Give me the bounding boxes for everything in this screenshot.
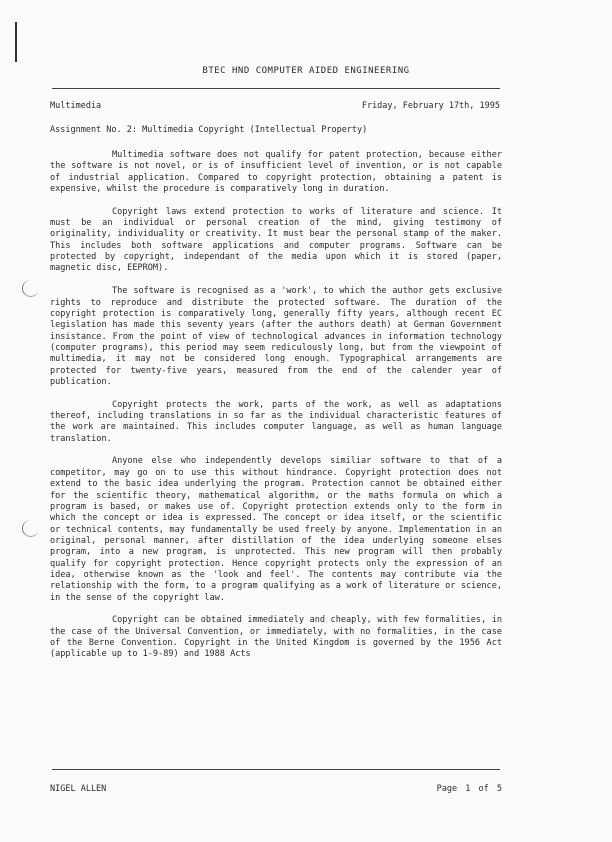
document-date: Friday, February 17th, 1995 <box>361 101 500 111</box>
paragraph: Copyright can be obtained immediately and cheaply, with few formalities, in the case of the Universal Convention, or immediately, with no formalities, in the case of the Berne Convention. Copyright in the United Kingdom is governed by the 1956 Act (applicable up to 1-9-89) and 1988 Acts <box>50 615 502 660</box>
paragraph: Copyright protects the work, parts of the work, as well as adaptations thereof, including translations in so far as the individual characteristic features of the work are maintained. This includes computer language, as well as human language translation. <box>50 399 502 444</box>
page-total: 5 <box>496 784 502 794</box>
page-of-label: of <box>478 784 489 794</box>
margin-pen-mark <box>15 22 17 62</box>
paragraph: Anyone else who independently develops similiar software to that of a competitor, may go on to use this without hindrance. Copyright protection does not extend to the basic idea underlying the program. Protection cannot be obtained either for the scientific theory, mathematical algorithm, or the maths formula on which a program is based, or makes use of. Copyright protection extends only to the form in which the concept or idea is expressed. The concept or idea itself, or the scientific or technical contents, may fundamentally be used freely by anyone. Implementation in an original, personal manner, after distillation of the idea underlying someone elses program, into a new program, is unprotected. This new program will then probably qualify for copyright protection. Hence copyright protects only the expression of an idea, otherwise known as the 'look and feel'. The contents may contribute via the relationship with the form, to a program qualifying as a work of literature or science, in the sense of the copyright law. <box>50 456 502 603</box>
paragraph: The software is recognised as a 'work', to which the author gets exclusive rights to reproduce and distribute the protected software. The duration of the copyright protection is comparatively long, generally fifty years, although recent EC legislation has made this seventy years (after the authors death) at German Government insistance. From the point of view of technological advances in information technology (computer programs), this period may seem rediculously long, but from the viewpoint of multimedia, it may not be considered long enough. Typographical arrangements are protected for twenty-five years, measured from the end of the calender year of publication. <box>50 286 502 387</box>
footer-rule <box>52 769 500 770</box>
paragraph: Copyright laws extend protection to works of literature and science. It must be an individual or personal creation of the mind, giving testimony of originality, individuality or creativity. It must bear the personal stamp of the maker. This includes both software applications and computer programs. Software can be protected by copyright, independant of the media upon which it is stored (paper, magnetic disc, EEPROM). <box>50 206 502 274</box>
page-current: 1 <box>465 784 471 794</box>
header-rule <box>52 88 500 89</box>
punch-hole-mark <box>22 520 39 537</box>
assignment-title: Assignment No. 2: Multimedia Copyright (Intellectual Property) <box>50 125 368 135</box>
punch-hole-mark <box>22 280 39 297</box>
page-label: Page <box>436 784 458 794</box>
body-text <box>50 150 502 672</box>
author-name: NIGEL ALLEN <box>50 784 107 794</box>
subject-label: Multimedia <box>50 101 102 111</box>
page-number <box>434 784 502 794</box>
paragraph: Multimedia software does not qualify for patent protection, because either the software is not novel, or is of insufficient level of invention, or is not capable of industrial application. Compared to copyright protection, obtaining a patent is expensive, whilst the procedure is comparatively long in duration. <box>50 150 502 195</box>
document-header-title: BTEC HND COMPUTER AIDED ENGINEERING <box>202 66 410 76</box>
